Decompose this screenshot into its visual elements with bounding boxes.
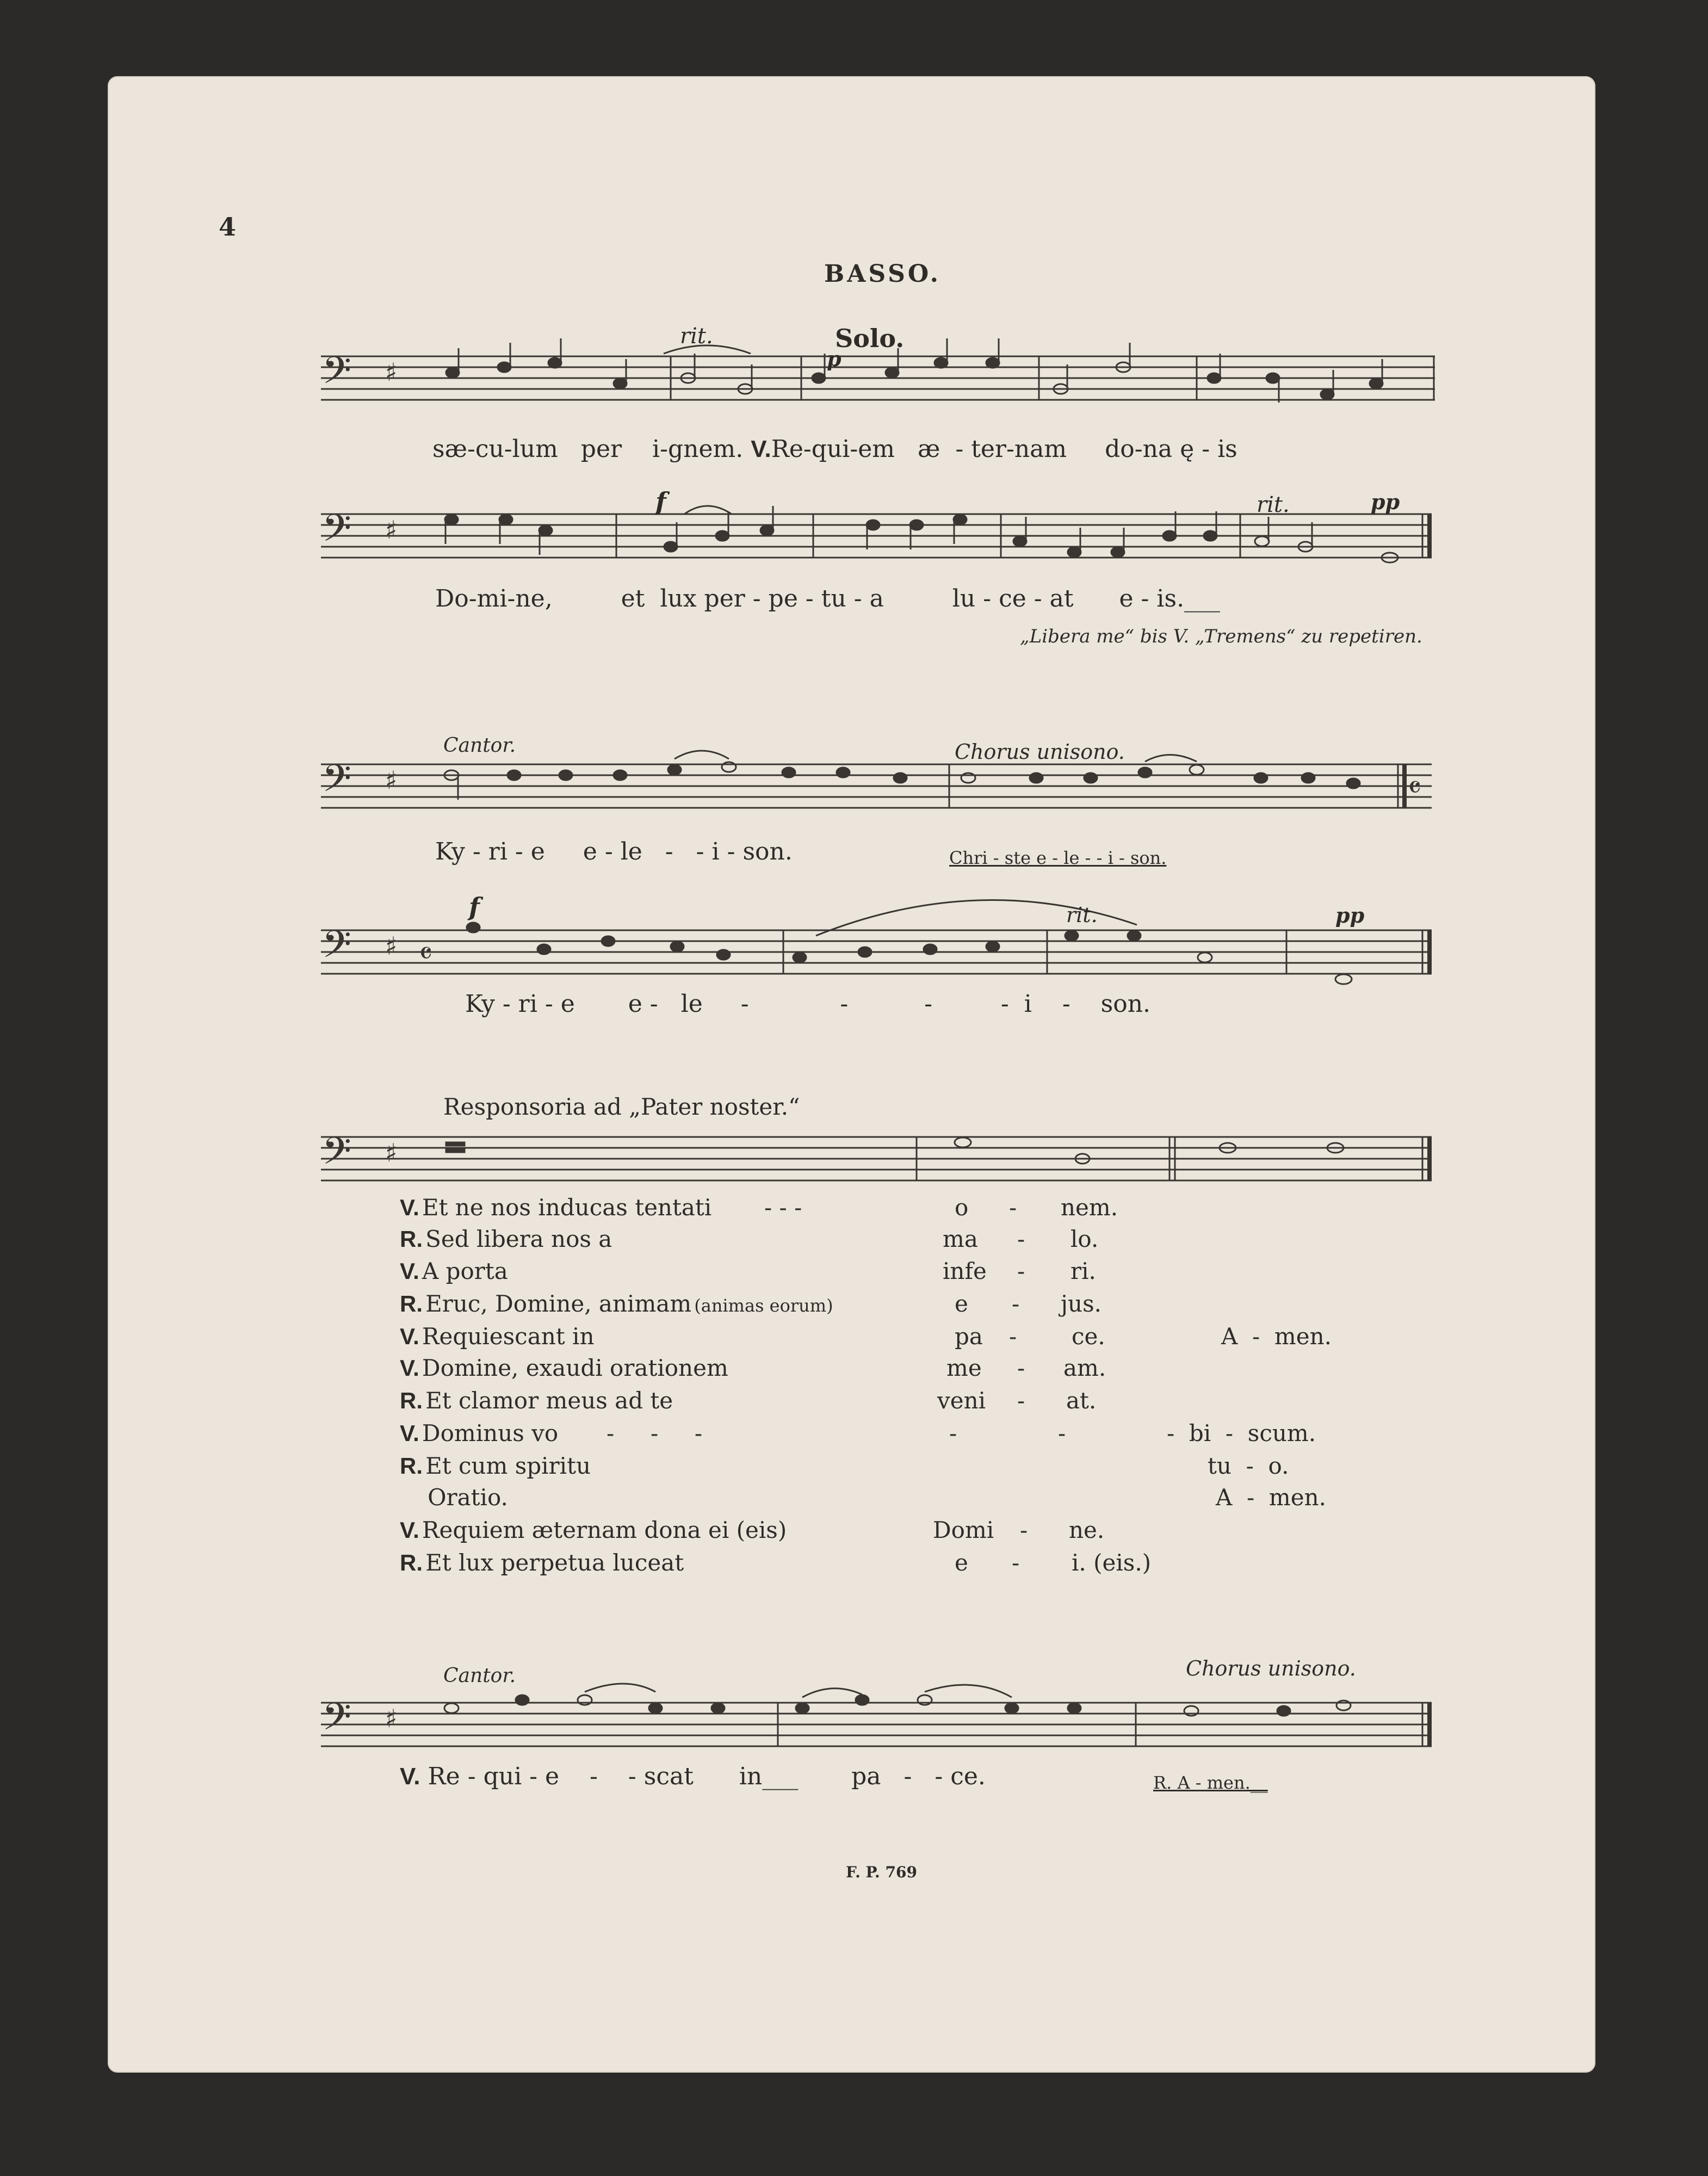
list-item: R. Et cum spiritu tu - o.: [400, 1452, 1289, 1479]
list-item: V. A porta infe - ri.: [400, 1258, 1096, 1284]
lyrics-system-3: Ky - ri - e e - le - - i - son.: [435, 838, 793, 866]
list-item: V. Et ne nos inducas tentati - - - o - nem.: [400, 1194, 1118, 1221]
rit-marking: rit.: [680, 324, 713, 349]
staff-system-5: [321, 1137, 1432, 1180]
sharp-icon: ♯: [385, 1704, 398, 1733]
chorus-marking: Chorus unisono.: [955, 740, 1125, 764]
dynamic-f: f: [655, 487, 666, 516]
list-item: V. Requiem æternam dona ei (eis) Domi - ne.: [400, 1517, 1105, 1543]
sharp-icon: ♯: [385, 357, 398, 387]
sharp-icon: ♯: [385, 515, 398, 545]
rit-marking: rit.: [1066, 903, 1098, 927]
solo-marking: Solo.: [835, 324, 905, 353]
list-item: R. Sed libera nos a ma - lo.: [400, 1226, 1099, 1252]
lyrics-chorus-system-3: Chri - ste e - le - - i - son.: [949, 848, 1167, 868]
common-time-icon: 𝄴: [419, 936, 433, 972]
rit-marking: rit.: [1257, 492, 1290, 517]
page-title: BASSO.: [824, 260, 941, 288]
bass-clef-icon: 𝄢: [322, 348, 352, 401]
list-item: R. Eruc, Domine, animam (animas eorum) e - jus.: [400, 1290, 1101, 1317]
bass-clef-icon: 𝄢: [322, 506, 352, 559]
lyrics-system-2: Do-mi-ne, et lux per - pe - tu - a lu - ce - at e - is.___: [435, 585, 1221, 613]
list-item: R. Et lux perpetua luceat e - i. (eis.): [400, 1549, 1152, 1576]
staff-system-6: [321, 1703, 1432, 1746]
dynamic-pp: pp: [1371, 490, 1400, 514]
bass-clef-icon: 𝄢: [322, 1695, 352, 1748]
plate-number: F. P. 769: [846, 1863, 917, 1881]
list-item: V. Domine, exaudi orationem me - am.: [400, 1355, 1106, 1381]
staff-system-4: [321, 930, 1432, 974]
responsoria-heading: Responsoria ad „Pater noster.“: [443, 1093, 800, 1120]
lyrics-system-4: Ky - ri - e e - le - - - - i - son.: [465, 990, 1151, 1018]
list-item: V. Requiescant in pa - ce. A - men.: [400, 1323, 1332, 1350]
common-time-icon: 𝄴: [1408, 770, 1422, 806]
bass-clef-icon: 𝄢: [322, 1129, 352, 1182]
lyrics-system-1: sæ-cu-lum per i-gnem. V.Re-qui-em æ - ter-nam do-na ę - is: [432, 435, 1237, 463]
cantor-marking: Cantor.: [443, 734, 516, 757]
lyrics-chorus-system-6: R. A - men.__: [1153, 1772, 1268, 1793]
bass-clef-icon: 𝄢: [322, 756, 352, 809]
cantor-marking: Cantor.: [443, 1665, 516, 1687]
chorus-marking: Chorus unisono.: [1186, 1656, 1356, 1680]
page-number: 4: [219, 212, 237, 242]
bass-clef-icon: 𝄢: [322, 922, 352, 975]
dynamic-p: p: [827, 347, 841, 371]
sharp-icon: ♯: [385, 931, 398, 961]
list-item: R. Et clamor meus ad te veni - at.: [400, 1387, 1097, 1414]
sharp-icon: ♯: [385, 765, 398, 795]
staff-system-3: [321, 764, 1432, 808]
list-item: V. Dominus vo - - - - - - bi - scum.: [400, 1420, 1316, 1446]
dynamic-pp: pp: [1335, 903, 1365, 928]
sharp-icon: ♯: [385, 1138, 398, 1167]
lyrics-system-6: V. Re - qui - e - - scat in___ pa - - ce.: [400, 1763, 986, 1790]
dynamic-f: f: [469, 892, 480, 922]
list-item: Oratio. A - men.: [428, 1484, 1327, 1511]
repeat-instruction: „Libera me“ bis V. „Tremens“ zu repetiren.: [1020, 626, 1422, 647]
